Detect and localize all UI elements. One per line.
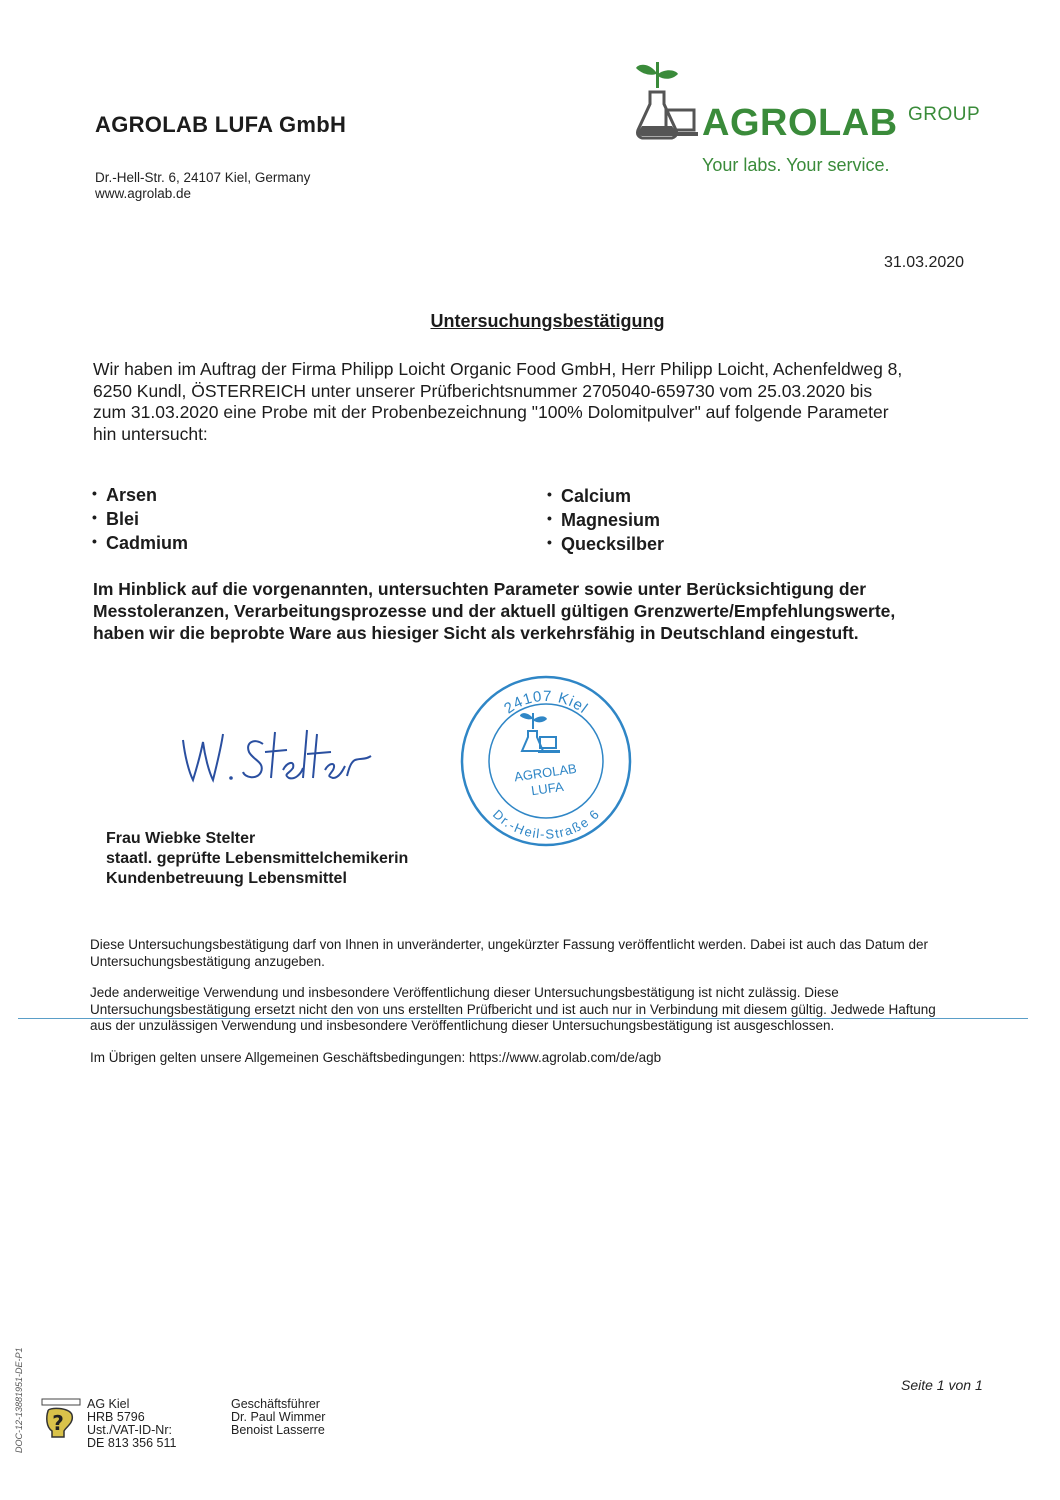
stamp-flask-icon xyxy=(520,713,560,753)
parameter-item xyxy=(92,530,188,554)
footer-line: HRB 5796 xyxy=(87,1410,145,1424)
company-stamp xyxy=(458,673,633,848)
flask-plant-icon xyxy=(632,58,702,148)
footer-register xyxy=(87,1398,176,1450)
note-line: Im Übrigen gelten unsere Allgemeinen Geschäftsbedingungen: https://www.agrolab.com/de/agb xyxy=(90,1049,662,1065)
document-date: 31.03.2020 xyxy=(884,254,965,271)
company-name: AGROLAB LUFA GmbH xyxy=(95,112,347,137)
footer-management xyxy=(231,1398,325,1437)
stamp-top-text: 24107 Kiel xyxy=(501,687,592,718)
parameter-label: Calcium xyxy=(561,486,632,506)
conclusion-line: haben wir die beprobte Ware aus hiesiger Sicht als verkehrsfähig in Deutschland eingestuft. xyxy=(93,623,859,643)
parameter-list-left xyxy=(92,482,188,554)
note-paragraph xyxy=(90,985,990,1035)
parameter-label: Blei xyxy=(106,509,140,529)
signer-block xyxy=(106,829,408,889)
parameter-item xyxy=(547,483,664,507)
bullet-icon: • xyxy=(547,486,552,502)
conclusion-line: Im Hinblick auf die vorgenannten, untersuchten Parameter sowie unter Berücksichtigung der xyxy=(93,579,867,599)
parameter-item xyxy=(547,507,664,531)
document-reference: DOC-12-13881951-DE-P1 xyxy=(14,1347,24,1453)
signer-name: Frau Wiebke Stelter xyxy=(106,830,256,847)
footer-line: AG Kiel xyxy=(87,1397,130,1411)
legal-notes xyxy=(90,937,990,1081)
document-title: Untersuchungsbestätigung xyxy=(430,311,665,331)
note-line: Untersuchungsbestätigung anzugeben. xyxy=(90,953,325,969)
intro-line: Wir haben im Auftrag der Firma Philipp Loicht Organic Food GmbH, Herr Philipp Loicht, Achenfeldweg 8, xyxy=(93,359,903,379)
footer-line: Ust./VAT-ID-Nr: xyxy=(87,1423,172,1437)
parameter-item xyxy=(92,506,188,530)
conclusion-line: Messtoleranzen, Verarbeitungsprozesse und der aktuell gültigen Grenzwerte/Empfehlungswerte, xyxy=(93,601,896,621)
parameter-item xyxy=(547,531,664,555)
logo-slogan: Your labs. Your service. xyxy=(702,155,890,175)
conclusion-paragraph xyxy=(93,578,993,644)
parameter-label: Arsen xyxy=(106,485,158,505)
parameter-label: Cadmium xyxy=(106,533,189,553)
footer-line: Dr. Paul Wimmer xyxy=(231,1410,326,1424)
signer-role: staatl. geprüfte Lebensmittelchemikerin xyxy=(106,850,409,867)
logo-wordmark: AGROLAB xyxy=(702,102,898,144)
agrolab-group-logo xyxy=(632,58,1002,188)
svg-text:?: ? xyxy=(52,1411,64,1435)
note-paragraph xyxy=(90,1050,990,1067)
intro-paragraph xyxy=(93,359,993,445)
note-line: Untersuchungsbestätigung ersetzt nicht den von uns erstellten Prüfbericht und ist auch nur in Verbindung mit diesem gültig. Jedwede Haftung xyxy=(90,1001,936,1017)
certification-icon xyxy=(40,1397,82,1443)
stamp-line1: AGROLAB xyxy=(513,760,578,785)
handwritten-signature xyxy=(175,712,375,802)
bullet-icon: • xyxy=(92,509,97,525)
address-street: Dr.-Hell-Str. 6, 24107 Kiel, Germany xyxy=(95,170,311,185)
note-paragraph xyxy=(90,937,990,970)
note-line: aus der unzulässigen Verwendung und insbesondere Veröffentlichung dieser Untersuchungsbestätigung ist ausgeschlossen. xyxy=(90,1018,835,1033)
parameter-label: Quecksilber xyxy=(561,534,665,554)
bullet-icon: • xyxy=(92,533,97,549)
parameter-item xyxy=(92,482,188,506)
footer-line: DE 813 356 511 xyxy=(87,1436,177,1450)
company-address xyxy=(95,170,310,202)
fold-line xyxy=(18,1018,1028,1019)
note-line: Diese Untersuchungsbestätigung darf von Ihnen in unveränderter, ungekürzter Fassung veröffentlicht werden. Dabei ist auch das Datum der xyxy=(90,937,928,952)
parameter-label: Magnesium xyxy=(561,510,661,530)
bullet-icon: • xyxy=(547,510,552,526)
stamp-line2: LUFA xyxy=(530,778,565,799)
address-website: www.agrolab.de xyxy=(95,186,192,201)
intro-line: zum 31.03.2020 eine Probe mit der Probenbezeichnung "100% Dolomitpulver" auf folgende Parameter xyxy=(93,402,889,422)
page-number: Seite 1 von 1 xyxy=(901,1377,983,1393)
logo-group-text: GROUP xyxy=(908,104,981,125)
parameter-list-right xyxy=(547,483,664,555)
svg-text:24107 Kiel xyxy=(501,688,591,717)
bullet-icon: • xyxy=(547,534,552,550)
bullet-icon: • xyxy=(92,485,97,501)
intro-line: hin untersucht: xyxy=(93,423,208,444)
intro-line: 6250 Kundl, ÖSTERREICH unter unserer Prüfberichtsnummer 2705040-659730 vom 25.03.2020 bis xyxy=(93,380,873,401)
footer-line: Benoist Lasserre xyxy=(231,1423,325,1437)
signer-department: Kundenbetreuung Lebensmittel xyxy=(106,870,347,887)
stamp-bottom-text: Dr.-Heil-Straße 6 xyxy=(490,806,603,842)
footer-line: Geschäftsführer xyxy=(231,1397,320,1411)
note-line: Jede anderweitige Verwendung und insbesondere Veröffentlichung dieser Untersuchungsbestätigung ist nicht zulässig. Diese xyxy=(90,985,839,1000)
